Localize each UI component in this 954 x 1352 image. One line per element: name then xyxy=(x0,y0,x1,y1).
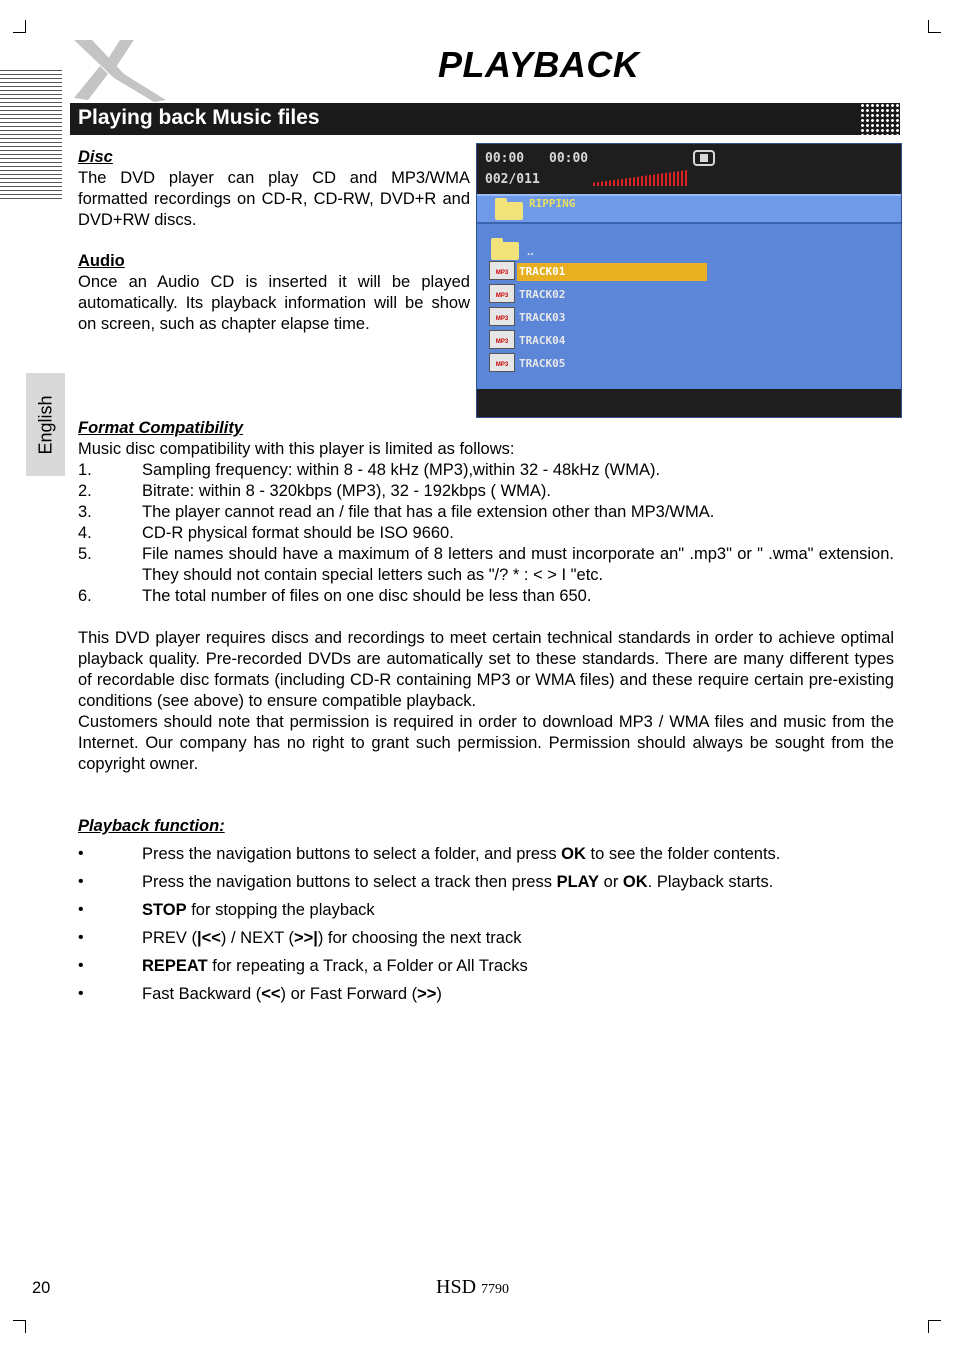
audio-heading: Audio xyxy=(78,252,125,270)
list-text: . Playback starts. xyxy=(647,873,774,891)
crop-mark-bottom-left xyxy=(13,1320,26,1333)
decorative-dot-pattern xyxy=(860,103,900,135)
key-name: PLAY xyxy=(556,873,600,891)
audio-section xyxy=(78,251,470,335)
list-text: for repeating a Track, a Folder or All Tracks xyxy=(207,957,528,975)
track-name: TRACK05 xyxy=(519,357,566,370)
key-name: OK xyxy=(561,845,586,863)
playback-section xyxy=(78,816,894,1008)
playback-list-item xyxy=(78,924,894,952)
model-number: 7790 xyxy=(481,1282,510,1297)
playback-list-item xyxy=(78,952,894,980)
list-text: ) xyxy=(436,985,442,1003)
osd-status-bar xyxy=(477,144,901,194)
section-title: Playing back Music files xyxy=(78,106,320,129)
key-name: |<< xyxy=(197,929,221,947)
level-meter-icon xyxy=(593,170,687,186)
list-number: 3. xyxy=(78,503,92,521)
page-title: PLAYBACK xyxy=(438,44,640,85)
list-text: for stopping the playback xyxy=(186,901,375,919)
track-name: TRACK04 xyxy=(519,334,566,347)
track-item xyxy=(489,352,719,372)
key-name: REPEAT xyxy=(142,957,208,975)
track-counter: 002/011 xyxy=(485,172,540,187)
list-number: 6. xyxy=(78,587,92,605)
format-paragraph-2: Customers should note that permission is required in order to download MP3 / WMA files and music from the Internet. Our company has no right to grant such permission. Permission should always be sought from the copyright owner. xyxy=(78,713,894,773)
mp3-file-icon: MP3 xyxy=(489,307,515,326)
list-text: The player cannot read an / file that has a file extension other than MP3/WMA. xyxy=(142,503,715,521)
crop-mark-top-left xyxy=(13,20,26,33)
format-list-item xyxy=(78,481,894,502)
format-section xyxy=(78,418,894,775)
list-number: 4. xyxy=(78,524,92,542)
list-text: CD-R physical format should be ISO 9660. xyxy=(142,524,454,542)
track-name: TRACK03 xyxy=(519,311,566,324)
language-tab-label: English xyxy=(35,394,55,455)
track-item xyxy=(489,306,719,326)
format-list-item xyxy=(78,460,894,481)
mp3-file-icon: MP3 xyxy=(489,261,515,280)
playback-list-item xyxy=(78,868,894,896)
audio-text: Once an Audio CD is inserted it will be played automatically. Its playback information will be show on screen, such as chapter elapse time. xyxy=(78,273,470,333)
format-list xyxy=(78,460,894,607)
bullet-icon: • xyxy=(78,985,84,1002)
crop-mark-bottom-right xyxy=(928,1320,941,1333)
format-paragraph-1: This DVD player requires discs and recordings to meet certain technical standards in order to achieve optimal playback quality. Pre-recorded DVDs are automatically set to these standards. There are many different types of recordable disc formats (including CD-R containing MP3 or WMA files) and these require certain pre-existing conditions (see above) to ensure compatible playback. xyxy=(78,629,894,710)
mp3-file-icon: MP3 xyxy=(489,330,515,349)
track-item xyxy=(489,329,719,349)
format-heading: Format Compatibility xyxy=(78,419,244,437)
list-text: PREV ( xyxy=(142,929,198,947)
parent-folder-label: .. xyxy=(527,244,534,258)
format-list-item xyxy=(78,523,894,544)
parent-folder-icon xyxy=(491,242,519,260)
list-text: Fast Backward ( xyxy=(142,985,262,1003)
track-name: TRACK01 xyxy=(517,263,707,281)
decorative-side-lines xyxy=(0,70,62,200)
page-number: 20 xyxy=(32,1279,51,1297)
total-time: 00:00 xyxy=(549,151,589,166)
format-list-item xyxy=(78,502,894,523)
list-text: ) or Fast Forward ( xyxy=(280,985,418,1003)
bullet-icon: • xyxy=(78,957,84,974)
disc-section xyxy=(78,147,470,231)
elapsed-time: 00:00 xyxy=(485,151,525,166)
list-text: Press the navigation buttons to select a folder, and press xyxy=(142,845,562,863)
playback-heading: Playback function: xyxy=(78,817,225,835)
key-name: OK xyxy=(622,873,648,891)
disc-text: The DVD player can play CD and MP3/WMA formatted recordings on CD-R, CD-RW, DVD+R and DVD+RW discs. xyxy=(78,169,470,229)
key-name: >> xyxy=(417,985,437,1003)
format-list-item xyxy=(78,544,894,586)
stop-icon xyxy=(693,150,715,166)
list-text: Bitrate: within 8 - 320kbps (MP3), 32 - 192kbps ( WMA). xyxy=(142,482,551,500)
list-text: or xyxy=(599,873,623,891)
key-name: >>| xyxy=(293,929,318,947)
list-number: 5. xyxy=(78,545,92,563)
list-text: Press the navigation buttons to select a track then press xyxy=(142,873,557,891)
current-folder-name: RIPPING xyxy=(529,197,576,210)
folder-icon xyxy=(495,202,523,220)
key-name: << xyxy=(261,985,281,1003)
playback-list-item xyxy=(78,980,894,1008)
format-intro: Music disc compatibility with this player is limited as follows: xyxy=(78,440,515,458)
disc-heading: Disc xyxy=(78,148,113,166)
brand-x-logo-icon xyxy=(70,38,170,104)
mp3-file-icon: MP3 xyxy=(489,353,515,372)
playback-list-item xyxy=(78,896,894,924)
crop-mark-top-right xyxy=(928,20,941,33)
model-name: HSD xyxy=(436,1276,477,1298)
playback-list-item xyxy=(78,840,894,868)
model-logo xyxy=(436,1276,509,1299)
list-number: 2. xyxy=(78,482,92,500)
list-number: 1. xyxy=(78,461,92,479)
playback-list xyxy=(78,840,894,1008)
bullet-icon: • xyxy=(78,873,84,890)
track-name: TRACK02 xyxy=(519,288,566,301)
list-text: Sampling frequency: within 8 - 48 kHz (MP3),within 32 - 48kHz (WMA). xyxy=(142,461,661,479)
list-text: The total number of files on one disc should be less than 650. xyxy=(142,587,592,605)
list-text: ) for choosing the next track xyxy=(317,929,522,947)
list-text: to see the folder contents. xyxy=(585,845,781,863)
track-item xyxy=(489,260,719,280)
bullet-icon: • xyxy=(78,929,84,946)
mp3-file-icon: MP3 xyxy=(489,284,515,303)
track-item xyxy=(489,283,719,303)
bullet-icon: • xyxy=(78,901,84,918)
list-text: File names should have a maximum of 8 letters and must incorporate an" .mp3" or " .wma" extension. They should not contain special letters such as "/? * : < > I "etc. xyxy=(142,545,894,584)
bullet-icon: • xyxy=(78,845,84,862)
osd-screenshot xyxy=(476,143,902,418)
key-name: STOP xyxy=(142,901,187,919)
osd-bottom-bar xyxy=(477,389,901,417)
list-text: ) / NEXT ( xyxy=(220,929,294,947)
section-header-bar xyxy=(70,103,900,135)
format-list-item xyxy=(78,586,894,607)
language-tab xyxy=(26,373,65,476)
